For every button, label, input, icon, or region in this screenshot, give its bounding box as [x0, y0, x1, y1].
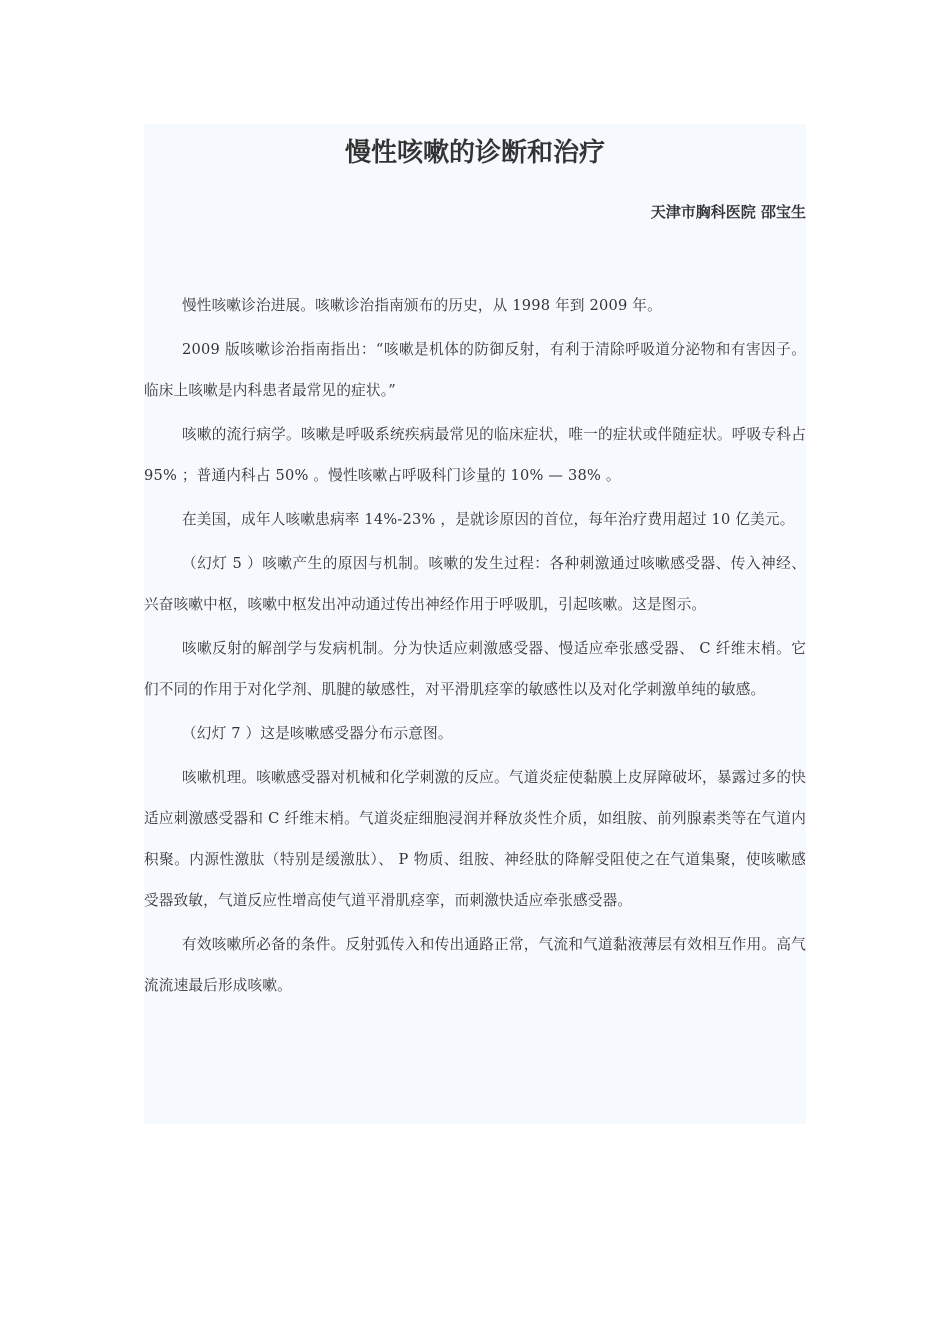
paragraph: 2009 版咳嗽诊治指南指出：“咳嗽是机体的防御反射，有利于清除呼吸道分泌物和有害因子。临床上咳嗽是内科患者最常见的症状。” — [144, 341, 806, 399]
paragraph: 在美国，成年人咳嗽患病率 14%-23% ，是就诊原因的首位，每年治疗费用超过 10 亿美元。 — [182, 511, 795, 528]
paragraph: 慢性咳嗽诊治进展。咳嗽诊治指南颁布的历史，从 1998 年到 2009 年。 — [182, 297, 662, 314]
author-line: 天津市胸科医院 邵宝生 — [650, 203, 806, 221]
paragraph: 咳嗽的流行病学。咳嗽是呼吸系统疾病最常见的临床症状，唯一的症状或伴随症状。呼吸专科占 95% ；普通内科占 50% 。慢性咳嗽占呼吸科门诊量的 10% — 38% 。 — [144, 426, 806, 484]
paragraph: 咳嗽机理。咳嗽感受器对机械和化学刺激的反应。气道炎症使黏膜上皮屏障破坏，暴露过多的快适应刺激感受器和 C 纤维末梢。气道炎症细胞浸润并释放炎性介质，如组胺、前列腺素类等在气道内积聚。内源性激肽（特别是缓激肽）、 P 物质、组胺、神经肽的降解受阻使之在气道集聚，使咳嗽感受器致敏，气道反应性增高使气道平滑肌痉挛，而刺激快适应牵张感受器。 — [144, 769, 806, 909]
paragraph: （幻灯 7 ）这是咳嗽感受器分布示意图。 — [182, 725, 453, 742]
paragraph: 有效咳嗽所必备的条件。反射弧传入和传出通路正常，气流和气道黏液薄层有效相互作用。高气流流速最后形成咳嗽。 — [144, 936, 806, 994]
article-content — [144, 124, 806, 1124]
document-title: 慢性咳嗽的诊断和治疗 — [344, 138, 605, 168]
article-body — [144, 285, 806, 1009]
paragraph: （幻灯 5 ）咳嗽产生的原因与机制。咳嗽的发生过程：各种刺激通过咳嗽感受器、传入神经、兴奋咳嗽中枢，咳嗽中枢发出冲动通过传出神经作用于呼吸肌，引起咳嗽。这是图示。 — [144, 555, 806, 613]
paragraph: 咳嗽反射的解剖学与发病机制。分为快适应刺激感受器、慢适应牵张感受器、 C 纤维末梢。它们不同的作用于对化学剂、肌腱的敏感性，对平滑肌痉挛的敏感性以及对化学刺激单纯的敏感。 — [144, 640, 806, 698]
